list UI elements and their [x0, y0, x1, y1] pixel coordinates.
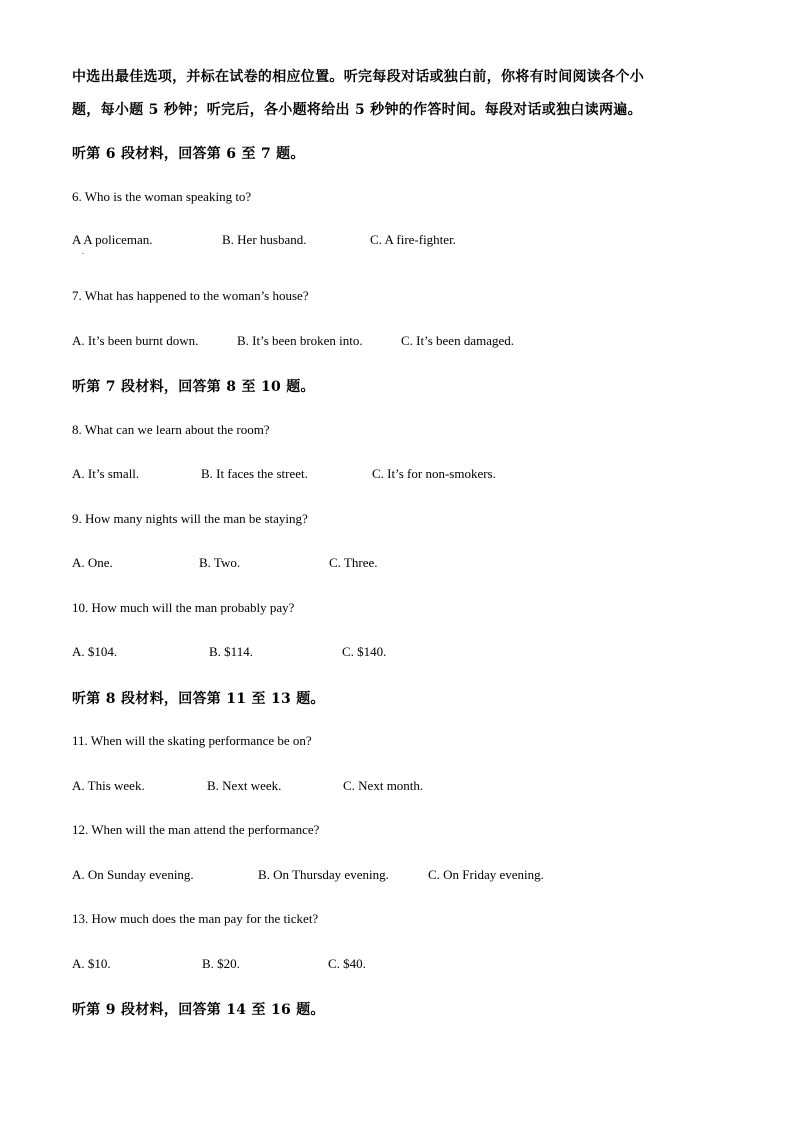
stray-dot: . [82, 247, 84, 256]
question-9: 9. How many nights will the man be staying? [72, 511, 308, 526]
section-heading-7: 听第 7 段材料，回答第 8 至 10 题。 [72, 379, 315, 395]
question-6: 6. Who is the woman speaking to? [72, 189, 252, 204]
q9-option-c: C. Three. [329, 555, 378, 570]
q10-option-b: B. $114. [209, 644, 253, 659]
q10-option-c: C. $140. [342, 644, 387, 659]
intro-line-2: 题，每小题 5 秒钟；听完后，各小题将给出 5 秒钟的作答时间。每段对话或独白读两遍。 [72, 102, 642, 118]
q11-option-c: C. Next month. [343, 778, 424, 793]
q7-option-a: A. It’s been burnt down. [72, 333, 199, 348]
q6-option-b: B. Her husband. [222, 232, 307, 247]
section-heading-8: 听第 8 段材料，回答第 11 至 13 题。 [72, 691, 325, 707]
q9-option-a: A. One. [72, 555, 113, 570]
q8-option-b: B. It faces the street. [201, 466, 308, 481]
q13-option-b: B. $20. [202, 956, 240, 971]
q11-option-a: A. This week. [72, 778, 145, 793]
q8-option-c: C. It’s for non-smokers. [372, 466, 496, 481]
q6-option-a: A A policeman. [72, 232, 153, 247]
question-12: 12. When will the man attend the performance? [72, 822, 320, 837]
question-13: 13. How much does the man pay for the ticket? [72, 911, 319, 926]
q7-option-b: B. It’s been broken into. [237, 333, 363, 348]
section-heading-9: 听第 9 段材料，回答第 14 至 16 题。 [72, 1002, 325, 1018]
q10-option-a: A. $104. [72, 644, 118, 659]
q12-option-b: B. On Thursday evening. [258, 867, 389, 882]
q13-option-c: C. $40. [328, 956, 366, 971]
section-heading-6: 听第 6 段材料，回答第 6 至 7 题。 [72, 146, 305, 162]
intro-line-1: 中选出最佳选项，并标在试卷的相应位置。听完每段对话或独白前，你将有时间阅读各个小 [72, 69, 644, 85]
q6-option-c: C. A fire-fighter. [370, 232, 456, 247]
question-7: 7. What has happened to the woman’s house? [72, 288, 309, 303]
q9-option-b: B. Two. [199, 555, 241, 570]
question-11: 11. When will the skating performance be on? [72, 733, 312, 748]
q12-option-c: C. On Friday evening. [428, 867, 544, 882]
q13-option-a: A. $10. [72, 956, 111, 971]
q7-option-c: C. It’s been damaged. [401, 333, 514, 348]
q12-option-a: A. On Sunday evening. [72, 867, 194, 882]
q11-option-b: B. Next week. [207, 778, 282, 793]
question-10: 10. How much will the man probably pay? [72, 600, 295, 615]
question-8: 8. What can we learn about the room? [72, 422, 270, 437]
q8-option-a: A. It’s small. [72, 466, 140, 481]
